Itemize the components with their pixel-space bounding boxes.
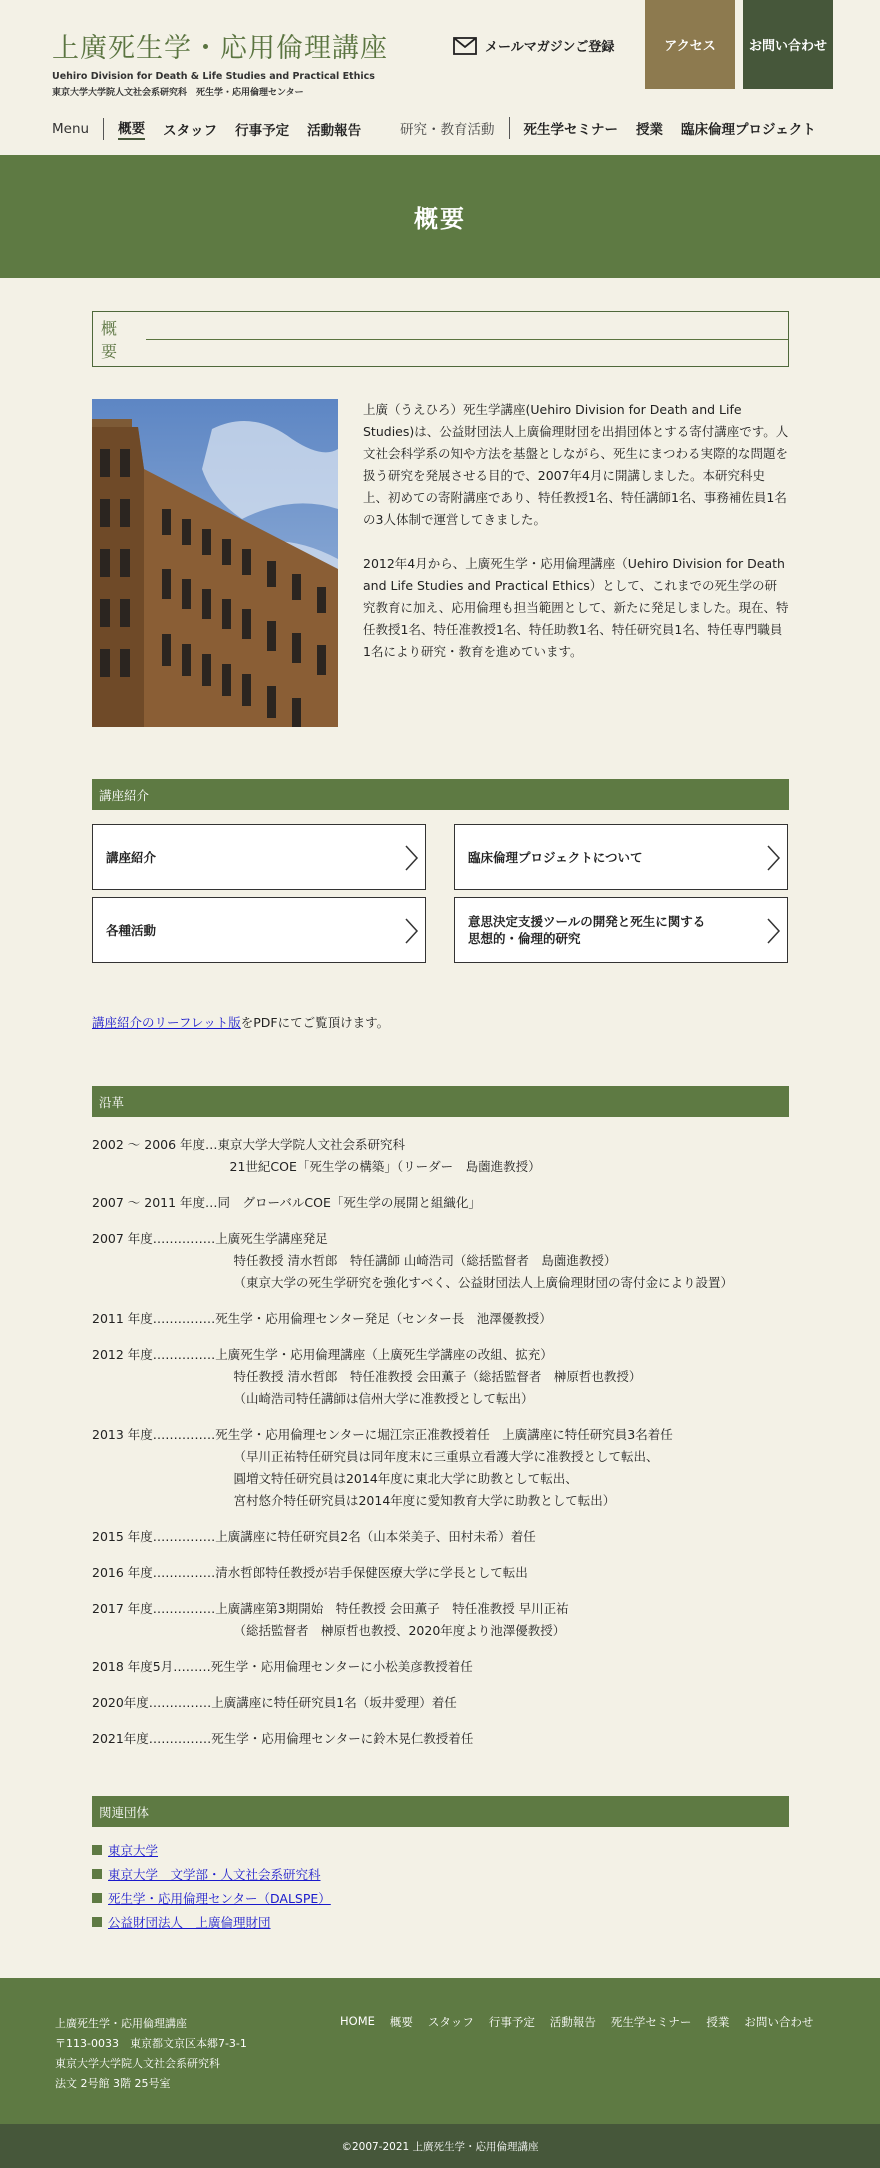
card-label: 臨床倫理プロジェクトについて [468, 849, 643, 865]
nav-item-reports[interactable]: 活動報告 [307, 122, 362, 139]
leaflet-suffix: をPDFにてご覧頂けます。 [240, 1015, 390, 1030]
history-list [92, 1134, 792, 1764]
history-line: 2015 年度……………上廣講座に特任研究員2名（山本栄美子、田村未希）着任 [92, 1529, 536, 1544]
footer-link-classes[interactable]: 授業 [706, 2015, 730, 2029]
envelope-icon [453, 37, 477, 55]
leaflet-link[interactable]: 講座紹介のリーフレット版 [92, 1015, 241, 1030]
nav-divider [103, 118, 104, 140]
leaflet-line [92, 1013, 389, 1031]
history-line: 宮村悠介特任研究員は2014年度に愛知教育大学に助教として転出） [92, 1493, 616, 1508]
chevron-right-icon [765, 844, 781, 872]
research-label: 研究・教育活動 [400, 122, 495, 138]
logo-title: 上廣死生学・応用倫理講座 [52, 33, 388, 64]
intro-paragraph: 2012年4月から、上廣死生学・応用倫理講座（Uehiro Division for Death and Life Studies and Practical Ethics）として、これまでの死生学の研究教育に加え、応用倫理も担当範囲として、新たに発足しました。現在、特任教授1名、特任准教授1名、特任助教1名、特任研究員1名、特任専門職員1名により研究・教育を進めています。 [363, 556, 789, 659]
footer-link-seminar[interactable]: 死生学セミナー [610, 2015, 692, 2029]
footer-dept: 東京大学大学院人文社会系研究科 [55, 2057, 220, 2070]
history-line: （山崎浩司特任講師は信州大学に准教授として転出） [92, 1391, 534, 1406]
list-item [92, 1838, 331, 1862]
history-entry [92, 1598, 792, 1642]
access-button[interactable]: アクセス [645, 0, 735, 89]
chevron-right-icon [765, 917, 781, 945]
history-line: 2016 年度……………清水哲郎特任教授が岩手保健医療大学に学長として転出 [92, 1565, 528, 1580]
history-entry [92, 1728, 792, 1750]
course-card-clinical-ethics[interactable] [454, 824, 788, 890]
history-line: 2018 年度5月………死生学・応用倫理センターに小松美彦教授着任 [92, 1659, 473, 1674]
site-logo[interactable] [52, 26, 388, 98]
list-item [92, 1862, 331, 1886]
intro-text [363, 399, 789, 663]
history-entry [92, 1192, 792, 1214]
page-title-banner [0, 155, 880, 278]
card-label: 意思決定支援ツールの開発と死生に関する 思想的・倫理的研究 [468, 914, 706, 946]
related-links [92, 1838, 331, 1934]
logo-subtitle: 東京大学大学院人文社会系研究科 死生学・応用倫理センター [52, 88, 304, 98]
footer-postal: 〒113-0033 東京都文京区本郷7-3-1 [55, 2037, 247, 2050]
history-entry [92, 1526, 792, 1548]
intro-heading-box [92, 311, 789, 367]
history-line: 2011 年度……………死生学・応用倫理センター発足（センター長 池澤優教授） [92, 1311, 552, 1326]
building-photo [92, 399, 338, 727]
bullet-square-icon [92, 1869, 102, 1879]
bullet-square-icon [92, 1917, 102, 1927]
bullet-square-icon [92, 1893, 102, 1903]
nav-divider [509, 117, 510, 139]
history-entry [92, 1656, 792, 1678]
list-item [92, 1886, 331, 1910]
site-footer [0, 1978, 880, 2124]
history-entry [92, 1134, 792, 1178]
footer-link-reports[interactable]: 活動報告 [549, 2015, 596, 2029]
history-entry [92, 1344, 792, 1410]
main-nav [52, 117, 379, 140]
research-nav [400, 117, 834, 139]
intro-heading: 概要 [101, 319, 118, 361]
footer-address [55, 2014, 247, 2094]
nav-item-overview[interactable]: 概要 [118, 117, 145, 140]
history-line: （早川正祐特任研究員は同年度末に三重県立看護大学に准教授として転出、 [92, 1449, 659, 1464]
history-line: 21世紀COE「死生学の構築」（リーダー 島薗進教授） [92, 1159, 541, 1174]
history-line: （総括監督者 榊原哲也教授、2020年度より池澤優教授） [92, 1623, 566, 1638]
history-line: 2012 年度……………上廣死生学・応用倫理講座（上廣死生学講座の改組、拡充） [92, 1347, 553, 1362]
history-entry [92, 1692, 792, 1714]
site-header [0, 0, 880, 155]
related-link-letters[interactable]: 東京大学 文学部・人文社会系研究科 [108, 1867, 321, 1882]
history-line: （東京大学の死生学研究を強化すべく、公益財団法人上廣倫理財団の寄付金により設置） [92, 1275, 733, 1290]
mail-magazine-label: メールマガジンご登録 [485, 40, 615, 55]
nav-item-staff[interactable]: スタッフ [163, 122, 218, 139]
copyright: ©2007-2021 上廣死生学・応用倫理講座 [0, 2124, 880, 2168]
history-section-heading: 沿革 [92, 1086, 789, 1117]
nav-item-seminar[interactable]: 死生学セミナー [523, 122, 618, 138]
footer-link-staff[interactable]: スタッフ [427, 2015, 474, 2029]
footer-link-contact[interactable]: お問い合わせ [744, 2015, 814, 2029]
course-card-decision-support[interactable] [454, 897, 788, 963]
logo-english: Uehiro Division for Death & Life Studies and Practical Ethics [52, 71, 375, 82]
nav-item-clinical-ethics[interactable]: 臨床倫理プロジェクト [681, 122, 816, 138]
history-line: 2013 年度……………死生学・応用倫理センターに堀江宗正准教授着任 上廣講座に特任研究員3名着任 [92, 1427, 673, 1442]
course-card-intro[interactable] [92, 824, 426, 890]
history-line: 2007 ～ 2011 年度…同 グローバルCOE「死生学の展開と組織化」 [92, 1195, 481, 1210]
history-entry [92, 1562, 792, 1584]
course-card-activities[interactable] [92, 897, 426, 963]
footer-org: 上廣死生学・応用倫理講座 [55, 2017, 187, 2030]
contact-button[interactable]: お問い合わせ [743, 0, 833, 89]
heading-rule [146, 339, 788, 340]
nav-item-classes[interactable]: 授業 [636, 122, 663, 138]
history-line: 特任教授 清水哲郎 特任講師 山崎浩司（総括監督者 島薗進教授） [92, 1253, 617, 1268]
history-entry [92, 1228, 792, 1294]
intro-paragraph: 上廣（うえひろ）死生学講座(Uehiro Division for Death and Life Studies)は、公益財団法人上廣倫理財団を出捐団体とする寄付講座です。人文社会科学系の知や方法を基盤としながら、死生にまつわる実際的な問題を扱う研究を発展させる目的で、2007年4月に開講しました。本研究科史上、初めての寄附講座であり、特任教授1名、特任講師1名、事務補佐員1名の3人体制で運営してきました。 [363, 402, 789, 527]
history-line: 2002 ～ 2006 年度…東京大学大学院人文社会系研究科 [92, 1137, 406, 1152]
footer-nav [340, 2014, 813, 2030]
history-line: 特任教授 清水哲郎 特任准教授 会田薫子（総括監督者 榊原哲也教授） [92, 1369, 642, 1384]
courses-section-heading: 講座紹介 [92, 779, 789, 810]
chevron-right-icon [403, 844, 419, 872]
menu-label: Menu [52, 120, 90, 137]
related-section-heading: 関連団体 [92, 1796, 789, 1827]
related-link-utokyo[interactable]: 東京大学 [108, 1843, 159, 1858]
history-line: 2007 年度……………上廣死生学講座発足 [92, 1231, 328, 1246]
footer-room: 法文 2号館 3階 25号室 [55, 2077, 171, 2090]
history-entry [92, 1308, 792, 1330]
mail-magazine-link[interactable] [453, 36, 614, 55]
history-line: 2017 年度……………上廣講座第3期開始 特任教授 会田薫子 特任准教授 早川正祐 [92, 1601, 569, 1616]
history-entry [92, 1424, 792, 1512]
related-link-foundation[interactable]: 公益財団法人 上廣倫理財団 [108, 1915, 271, 1930]
bullet-square-icon [92, 1845, 102, 1855]
history-line: 2021年度……………死生学・応用倫理センターに鈴木晃仁教授着任 [92, 1731, 474, 1746]
chevron-right-icon [403, 917, 419, 945]
footer-link-overview[interactable]: 概要 [389, 2015, 413, 2029]
history-line: 2020年度……………上廣講座に特任研究員1名（坂井愛理）着任 [92, 1695, 457, 1710]
card-label: 各種活動 [106, 922, 157, 938]
footer-link-home[interactable]: HOME [340, 2014, 375, 2028]
list-item [92, 1910, 331, 1934]
footer-link-events[interactable]: 行事予定 [488, 2015, 535, 2029]
page-title: 概要 [414, 204, 466, 233]
history-line: 圓増文特任研究員は2014年度に東北大学に助教として転出、 [92, 1471, 578, 1486]
card-label: 講座紹介 [106, 849, 157, 865]
nav-item-events[interactable]: 行事予定 [235, 122, 290, 139]
related-link-dalspe[interactable]: 死生学・応用倫理センター（DALSPE） [108, 1891, 331, 1906]
